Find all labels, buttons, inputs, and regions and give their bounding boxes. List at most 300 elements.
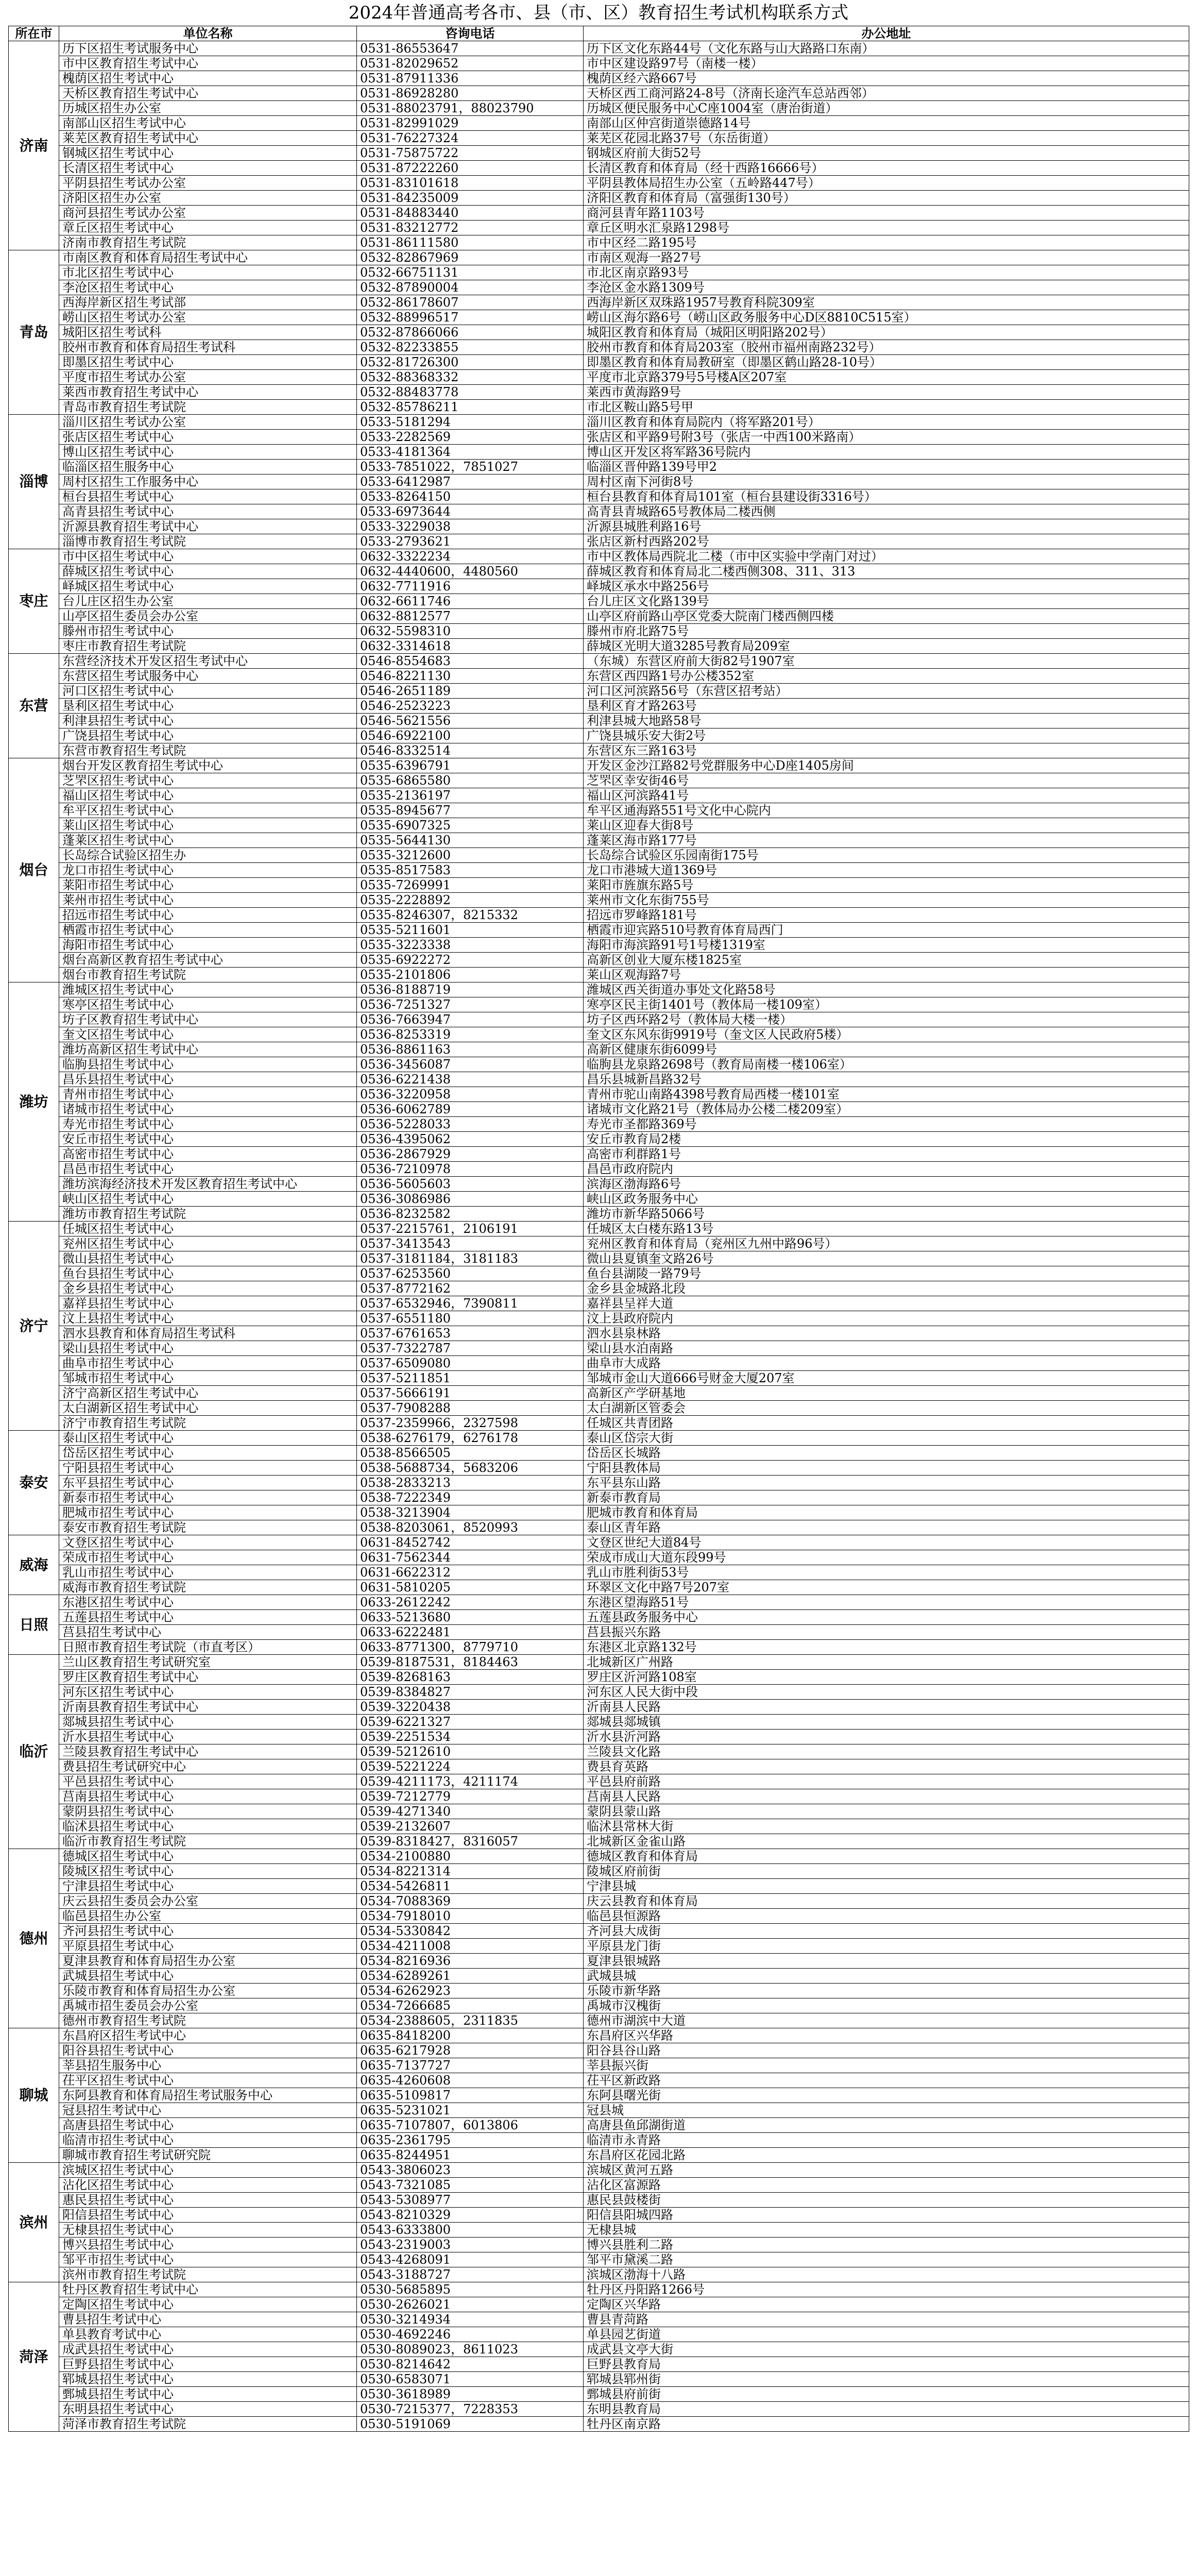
table-row	[9, 400, 1189, 415]
address-cell: 周村区南下河街8号	[584, 474, 1189, 489]
address-cell: 莱芜区花园北路37号（东岳街道）	[584, 131, 1189, 146]
address-cell: 平阴县教体局招生办公室（五岭路447号）	[584, 176, 1189, 191]
table-row	[9, 370, 1189, 385]
phone-cell: 0532-82867969	[357, 250, 584, 265]
address-cell: 德州市湖滨中大道	[584, 2013, 1189, 2028]
table-row	[9, 669, 1189, 684]
unit-name-cell: 菏泽市教育招生考试院	[59, 2417, 357, 2432]
phone-cell: 0539-8268163	[357, 1670, 584, 1685]
unit-name-cell: 无棣县招生考试中心	[59, 2223, 357, 2238]
address-cell: 临朐县龙泉路2698号（教育局南楼一楼106室）	[584, 1057, 1189, 1072]
phone-cell: 0633-5213680	[357, 1610, 584, 1625]
phone-cell: 0534-4211008	[357, 1939, 584, 1954]
unit-name-cell: 夏津县教育和体育局招生办公室	[59, 1954, 357, 1969]
phone-cell: 0532-66751131	[357, 265, 584, 280]
table-row	[9, 1924, 1189, 1939]
phone-cell: 0536-8232582	[357, 1207, 584, 1222]
phone-cell: 0535-5644130	[357, 833, 584, 848]
table-row	[9, 997, 1189, 1012]
phone-cell: 0632-4440600，4480560	[357, 564, 584, 579]
unit-name-cell: 五莲县招生考试中心	[59, 1610, 357, 1625]
phone-cell: 0534-7266685	[357, 1998, 584, 2013]
unit-name-cell: 兰山区教育招生考试研究室	[59, 1655, 357, 1670]
table-row	[9, 1655, 1189, 1670]
address-cell: 宁阳县教体局	[584, 1461, 1189, 1476]
unit-name-cell: 市北区招生考试中心	[59, 265, 357, 280]
address-cell: 西海岸新区双珠路1957号教育科院309室	[584, 295, 1189, 310]
address-cell: 高密市利群路1号	[584, 1147, 1189, 1162]
phone-cell: 0530-8214642	[357, 2357, 584, 2372]
address-cell: 阳信县阳城四路	[584, 2208, 1189, 2223]
unit-name-cell: 嘉祥县招生考试中心	[59, 1296, 357, 1311]
address-cell: 滨海区渤海路6号	[584, 1177, 1189, 1192]
phone-cell: 0536-3456087	[357, 1057, 584, 1072]
unit-name-cell: 峄城区招生考试中心	[59, 579, 357, 594]
phone-cell: 0537-8772162	[357, 1281, 584, 1296]
table-row	[9, 1147, 1189, 1162]
address-cell: 峡山区政务服务中心	[584, 1192, 1189, 1207]
table-row	[9, 1371, 1189, 1386]
table-row	[9, 1251, 1189, 1266]
phone-cell: 0543-3806023	[357, 2163, 584, 2178]
address-cell: 平原县龙门街	[584, 1939, 1189, 1954]
unit-name-cell: 淄博市教育招生考试院	[59, 534, 357, 549]
phone-cell: 0539-4271340	[357, 1804, 584, 1819]
table-row	[9, 2073, 1189, 2088]
address-cell: 垦利区育才路263号	[584, 699, 1189, 714]
table-row	[9, 519, 1189, 534]
unit-name-cell: 宁津县招生考试中心	[59, 1879, 357, 1894]
table-row	[9, 1819, 1189, 1834]
phone-cell: 0534-7088369	[357, 1894, 584, 1909]
address-cell: 莒南县人民路	[584, 1789, 1189, 1804]
address-cell: 无棣县城	[584, 2223, 1189, 2238]
table-row	[9, 1954, 1189, 1969]
phone-cell: 0535-6865580	[357, 773, 584, 788]
unit-name-cell: 薛城区招生考试中心	[59, 564, 357, 579]
unit-name-cell: 济阳区招生办公室	[59, 191, 357, 206]
unit-name-cell: 罗庄区教育招生考试中心	[59, 1670, 357, 1685]
address-cell: 汶上县政府院内	[584, 1311, 1189, 1326]
address-cell: 文登区世纪大道84号	[584, 1535, 1189, 1550]
phone-cell: 0534-5426811	[357, 1879, 584, 1894]
unit-name-cell: 台儿庄区招生办公室	[59, 594, 357, 609]
table-row	[9, 355, 1189, 370]
address-cell: 栖霞市迎宾路510号教育体育局西门	[584, 923, 1189, 938]
phone-cell: 0535-2136197	[357, 788, 584, 803]
address-cell: 淄川区教育和体育局院内（将军路201号）	[584, 415, 1189, 430]
address-cell: 定陶区兴华路	[584, 2297, 1189, 2312]
address-cell: 即墨区教育和体育局教研室（即墨区鹤山路28-10号）	[584, 355, 1189, 370]
unit-name-cell: 阳谷县招生考试中心	[59, 2043, 357, 2058]
address-cell: 平度市北京路379号5号楼A区207室	[584, 370, 1189, 385]
phone-cell: 0546-8554683	[357, 654, 584, 669]
address-cell: 博兴县胜利二路	[584, 2238, 1189, 2252]
unit-name-cell: 莱西市教育招生考试中心	[59, 385, 357, 400]
unit-name-cell: 市南区教育和体育局招生考试中心	[59, 250, 357, 265]
phone-cell: 0543-7321085	[357, 2178, 584, 2193]
address-cell: 郯城县郯城镇	[584, 1715, 1189, 1730]
table-row	[9, 1057, 1189, 1072]
unit-name-cell: 济宁市教育招生考试院	[59, 1416, 357, 1431]
unit-name-cell: 惠民县招生考试中心	[59, 2193, 357, 2208]
city-cell: 东营	[9, 654, 59, 758]
table-row	[9, 938, 1189, 953]
address-cell: 环翠区文化中路7号207室	[584, 1580, 1189, 1595]
table-row	[9, 504, 1189, 519]
table-row	[9, 1236, 1189, 1251]
address-cell: 商河县青年路1103号	[584, 206, 1189, 221]
table-row	[9, 221, 1189, 235]
phone-cell: 0532-85786211	[357, 400, 584, 415]
unit-name-cell: 龙口市招生考试中心	[59, 863, 357, 878]
unit-name-cell: 河东区招生考试中心	[59, 1685, 357, 1700]
phone-cell: 0539-3220438	[357, 1700, 584, 1715]
table-row	[9, 460, 1189, 474]
phone-cell: 0537-3413543	[357, 1236, 584, 1251]
phone-cell: 0537-5666191	[357, 1386, 584, 1401]
address-cell: 章丘区明水汇泉路1298号	[584, 221, 1189, 235]
table-row	[9, 2178, 1189, 2193]
city-cell: 济宁	[9, 1222, 59, 1431]
address-cell: 长岛综合试验区乐园南街175号	[584, 848, 1189, 863]
address-cell: 惠民县鼓楼街	[584, 2193, 1189, 2208]
unit-name-cell: 曹县招生考试中心	[59, 2312, 357, 2327]
table-row	[9, 1909, 1189, 1924]
address-cell: 五莲县政务服务中心	[584, 1610, 1189, 1625]
unit-name-cell: 乐陵市教育和体育局招生办公室	[59, 1984, 357, 1998]
phone-cell: 0536-3220958	[357, 1087, 584, 1102]
phone-cell: 0537-6509080	[357, 1356, 584, 1371]
phone-cell: 0535-3223338	[357, 938, 584, 953]
unit-name-cell: 鄄城县招生考试中心	[59, 2387, 357, 2402]
table-row	[9, 699, 1189, 714]
table-row	[9, 609, 1189, 624]
phone-cell: 0537-6532946，7390811	[357, 1296, 584, 1311]
table-row	[9, 684, 1189, 699]
phone-cell: 0532-86178607	[357, 295, 584, 310]
table-row	[9, 1550, 1189, 1565]
unit-name-cell: 牡丹区教育招生考试中心	[59, 2282, 357, 2297]
unit-name-cell: 济南市教育招生考试院	[59, 235, 357, 250]
unit-name-cell: 昌邑市招生考试中心	[59, 1162, 357, 1177]
address-cell: 岱岳区长城路	[584, 1446, 1189, 1461]
phone-cell: 0538-5688734，5683206	[357, 1461, 584, 1476]
phone-cell: 0532-87890004	[357, 280, 584, 295]
phone-cell: 0537-5211851	[357, 1371, 584, 1386]
address-cell: 庆云县教育和体育局	[584, 1894, 1189, 1909]
table-row	[9, 1401, 1189, 1416]
unit-name-cell: 烟台开发区教育招生考试中心	[59, 758, 357, 773]
unit-name-cell: 庆云县招生委员会办公室	[59, 1894, 357, 1909]
unit-name-cell: 桓台县招生考试中心	[59, 489, 357, 504]
phone-cell: 0535-3212600	[357, 848, 584, 863]
table-row	[9, 1864, 1189, 1879]
unit-name-cell: 太白湖新区招生考试中心	[59, 1401, 357, 1416]
address-cell: 滨城区渤海十八路	[584, 2267, 1189, 2282]
unit-name-cell: 费县招生考试研究中心	[59, 1759, 357, 1774]
address-cell: 沂南县人民路	[584, 1700, 1189, 1715]
phone-cell: 0546-2651189	[357, 684, 584, 699]
table-row	[9, 86, 1189, 101]
unit-name-cell: 周村区招生工作服务中心	[59, 474, 357, 489]
address-cell: 市南区观海一路27号	[584, 250, 1189, 265]
unit-name-cell: 禹城市招生委员会办公室	[59, 1998, 357, 2013]
table-row	[9, 1565, 1189, 1580]
phone-cell: 0530-6583071	[357, 2372, 584, 2387]
phone-cell: 0533-6412987	[357, 474, 584, 489]
address-cell: 金乡县金城路北段	[584, 1281, 1189, 1296]
phone-cell: 0531-75875722	[357, 146, 584, 161]
phone-cell: 0530-5685895	[357, 2282, 584, 2297]
table-row	[9, 295, 1189, 310]
table-row	[9, 1834, 1189, 1849]
table-row	[9, 1177, 1189, 1192]
table-row	[9, 1266, 1189, 1281]
table-row	[9, 474, 1189, 489]
address-cell: 潍城区西关街道办事处文化路58号	[584, 982, 1189, 997]
table-row	[9, 982, 1189, 997]
phone-cell: 0531-87222260	[357, 161, 584, 176]
table-row	[9, 803, 1189, 818]
unit-name-cell: 长岛综合试验区招生办	[59, 848, 357, 863]
unit-name-cell: 潍坊高新区招生考试中心	[59, 1042, 357, 1057]
table-row	[9, 714, 1189, 728]
table-row	[9, 1595, 1189, 1610]
phone-cell: 0531-84883440	[357, 206, 584, 221]
table-row	[9, 1012, 1189, 1027]
city-cell: 威海	[9, 1535, 59, 1595]
table-row	[9, 1446, 1189, 1461]
unit-name-cell: 安丘市招生考试中心	[59, 1132, 357, 1147]
phone-cell: 0539-8384827	[357, 1685, 584, 1700]
unit-name-cell: 历城区招生办公室	[59, 101, 357, 116]
table-row	[9, 1281, 1189, 1296]
address-cell: 开发区金沙江路82号党群服务中心D座1405房间	[584, 758, 1189, 773]
phone-cell: 0631-6622312	[357, 1565, 584, 1580]
unit-name-cell: 东平县招生考试中心	[59, 1476, 357, 1490]
phone-cell: 0532-87866066	[357, 325, 584, 340]
unit-name-cell: 乳山市招生考试中心	[59, 1565, 357, 1580]
table-row	[9, 594, 1189, 609]
phone-cell: 0543-4268091	[357, 2252, 584, 2267]
unit-name-cell: 冠县招生考试中心	[59, 2103, 357, 2118]
unit-name-cell: 德州市教育招生考试院	[59, 2013, 357, 2028]
table-row	[9, 2133, 1189, 2148]
table-row	[9, 1849, 1189, 1864]
table-row	[9, 2163, 1189, 2178]
address-cell: 高新区产学研基地	[584, 1386, 1189, 1401]
table-row	[9, 1804, 1189, 1819]
unit-name-cell: 鱼台县招生考试中心	[59, 1266, 357, 1281]
address-cell: 蓬莱区海市路177号	[584, 833, 1189, 848]
unit-name-cell: 东营市教育招生考试院	[59, 743, 357, 758]
address-cell: 冠县城	[584, 2103, 1189, 2118]
table-row	[9, 1700, 1189, 1715]
phone-cell: 0536-8861163	[357, 1042, 584, 1057]
table-row	[9, 833, 1189, 848]
phone-cell: 0536-8253319	[357, 1027, 584, 1042]
city-cell: 青岛	[9, 250, 59, 415]
table-row	[9, 1132, 1189, 1147]
table-row	[9, 564, 1189, 579]
address-cell: 莱山区迎春大街8号	[584, 818, 1189, 833]
phone-cell: 0534-6289261	[357, 1969, 584, 1984]
unit-name-cell: 栖霞市招生考试中心	[59, 923, 357, 938]
unit-name-cell: 宁阳县招生考试中心	[59, 1461, 357, 1476]
unit-name-cell: 汶上县招生考试中心	[59, 1311, 357, 1326]
phone-cell: 0535-6907325	[357, 818, 584, 833]
unit-name-cell: 郯城县招生考试中心	[59, 1715, 357, 1730]
table-row	[9, 968, 1189, 982]
table-row	[9, 1356, 1189, 1371]
address-cell: 费县育英路	[584, 1759, 1189, 1774]
phone-cell: 0537-2359966，2327598	[357, 1416, 584, 1431]
address-cell: 历城区便民服务中心C座1004室（唐治街道）	[584, 101, 1189, 116]
unit-name-cell: 临淄区招生服务中心	[59, 460, 357, 474]
table-row	[9, 280, 1189, 295]
phone-cell: 0536-6062789	[357, 1102, 584, 1117]
phone-cell: 0537-6253560	[357, 1266, 584, 1281]
unit-name-cell: 章丘区招生考试中心	[59, 221, 357, 235]
address-cell: 市中区建设路97号（南楼一楼）	[584, 56, 1189, 71]
unit-name-cell: 胶州市教育和体育局招生考试科	[59, 340, 357, 355]
table-row	[9, 71, 1189, 86]
phone-cell: 0632-6611746	[357, 594, 584, 609]
phone-cell: 0530-2626021	[357, 2297, 584, 2312]
address-cell: 临沭县常林大街	[584, 1819, 1189, 1834]
address-cell: 兰陵县文化路	[584, 1744, 1189, 1759]
table-row	[9, 743, 1189, 758]
phone-cell: 0532-88368332	[357, 370, 584, 385]
table-row	[9, 1879, 1189, 1894]
unit-name-cell: 莒南县招生考试中心	[59, 1789, 357, 1804]
phone-cell: 0530-3618989	[357, 2387, 584, 2402]
phone-cell: 0533-5181294	[357, 415, 584, 430]
address-cell: 乳山市胜利街53号	[584, 1565, 1189, 1580]
address-cell: 莱州市文化东街755号	[584, 893, 1189, 908]
unit-name-cell: 牟平区招生考试中心	[59, 803, 357, 818]
table-row	[9, 56, 1189, 71]
address-cell: 昌乐县城新昌路32号	[584, 1072, 1189, 1087]
unit-name-cell: 滨城区招生考试中心	[59, 2163, 357, 2178]
city-cell: 菏泽	[9, 2282, 59, 2432]
table-row	[9, 1894, 1189, 1909]
phone-cell: 0633-2612242	[357, 1595, 584, 1610]
unit-name-cell: 张店区招生考试中心	[59, 430, 357, 445]
city-cell: 枣庄	[9, 549, 59, 654]
phone-cell: 0539-4211173，4211174	[357, 1774, 584, 1789]
table-row	[9, 1207, 1189, 1222]
phone-cell: 0531-84235009	[357, 191, 584, 206]
address-cell: 高新区创业大厦东楼1825室	[584, 953, 1189, 968]
table-row	[9, 953, 1189, 968]
address-cell: 利津县城大地路58号	[584, 714, 1189, 728]
table-row	[9, 1311, 1189, 1326]
table-row	[9, 1072, 1189, 1087]
unit-name-cell: 西海岸新区招生考试部	[59, 295, 357, 310]
table-row	[9, 1744, 1189, 1759]
table-row	[9, 1610, 1189, 1625]
table-row	[9, 2312, 1189, 2327]
address-cell: 泗水县泉林路	[584, 1326, 1189, 1341]
unit-name-cell: 巨野县招生考试中心	[59, 2357, 357, 2372]
phone-cell: 0631-7562344	[357, 1550, 584, 1565]
unit-name-cell: 临沂市教育招生考试院	[59, 1834, 357, 1849]
phone-cell: 0533-7851022，7851027	[357, 460, 584, 474]
phone-cell: 0534-6262923	[357, 1984, 584, 1998]
phone-cell: 0543-8210329	[357, 2208, 584, 2223]
phone-cell: 0531-86928280	[357, 86, 584, 101]
address-cell: 河东区人民大街中段	[584, 1685, 1189, 1700]
address-cell: 鱼台县湖陵一路79号	[584, 1266, 1189, 1281]
unit-name-cell: 金乡县招生考试中心	[59, 1281, 357, 1296]
unit-name-cell: 定陶区招生考试中心	[59, 2297, 357, 2312]
address-cell: 历下区文化东路44号（文化东路与山大路路口东南）	[584, 41, 1189, 56]
unit-name-cell: 芝罘区招生考试中心	[59, 773, 357, 788]
phone-cell: 0538-3213904	[357, 1505, 584, 1520]
address-cell: 莒县振兴东路	[584, 1625, 1189, 1640]
table-row	[9, 728, 1189, 743]
unit-name-cell: 荣成市招生考试中心	[59, 1550, 357, 1565]
table-row	[9, 1490, 1189, 1505]
header-unit: 单位名称	[59, 26, 357, 41]
address-cell: 新泰市教育局	[584, 1490, 1189, 1505]
phone-cell: 0539-6221327	[357, 1715, 584, 1730]
table-row	[9, 1505, 1189, 1520]
unit-name-cell: 成武县招生考试中心	[59, 2342, 357, 2357]
phone-cell: 0533-2282569	[357, 430, 584, 445]
address-cell: 潍坊市新华路5066号	[584, 1207, 1189, 1222]
unit-name-cell: 威海市教育招生考试院	[59, 1580, 357, 1595]
unit-name-cell: 莱山区招生考试中心	[59, 818, 357, 833]
table-row	[9, 1670, 1189, 1685]
phone-cell: 0635-7107807，6013806	[357, 2118, 584, 2133]
table-row	[9, 1162, 1189, 1177]
unit-name-cell: 泰安市教育招生考试院	[59, 1520, 357, 1535]
unit-name-cell: 肥城市招生考试中心	[59, 1505, 357, 1520]
city-cell: 聊城	[9, 2028, 59, 2163]
address-cell: 东平县东山路	[584, 1476, 1189, 1490]
unit-name-cell: 长清区招生考试中心	[59, 161, 357, 176]
address-cell: 李沧区金水路1309号	[584, 280, 1189, 295]
table-row	[9, 818, 1189, 833]
phone-cell: 0530-7215377，7228353	[357, 2402, 584, 2417]
address-cell: 北城新区金雀山路	[584, 1834, 1189, 1849]
address-cell: 市北区南京路93号	[584, 265, 1189, 280]
phone-cell: 0635-5231021	[357, 2103, 584, 2118]
unit-name-cell: 城阳区招生考试科	[59, 325, 357, 340]
table-row	[9, 2357, 1189, 2372]
address-cell: 茌平区新政路	[584, 2073, 1189, 2088]
unit-name-cell: 坊子区教育招生考试中心	[59, 1012, 357, 1027]
table-row	[9, 2372, 1189, 2387]
table-row	[9, 2238, 1189, 2252]
unit-name-cell: 潍城区招生考试中心	[59, 982, 357, 997]
address-cell: 诸城市文化路21号（教体局办公楼二楼209室）	[584, 1102, 1189, 1117]
table-row	[9, 848, 1189, 863]
city-cell: 潍坊	[9, 982, 59, 1222]
phone-cell: 0543-3188727	[357, 2267, 584, 2282]
table-row	[9, 206, 1189, 221]
table-row	[9, 1087, 1189, 1102]
address-cell: 南部山区仲宫街道崇德路14号	[584, 116, 1189, 131]
table-row	[9, 1476, 1189, 1490]
unit-name-cell: 峡山区招生考试中心	[59, 1192, 357, 1207]
phone-cell: 0536-7663947	[357, 1012, 584, 1027]
table-row	[9, 1759, 1189, 1774]
phone-cell: 0633-6222481	[357, 1625, 584, 1640]
